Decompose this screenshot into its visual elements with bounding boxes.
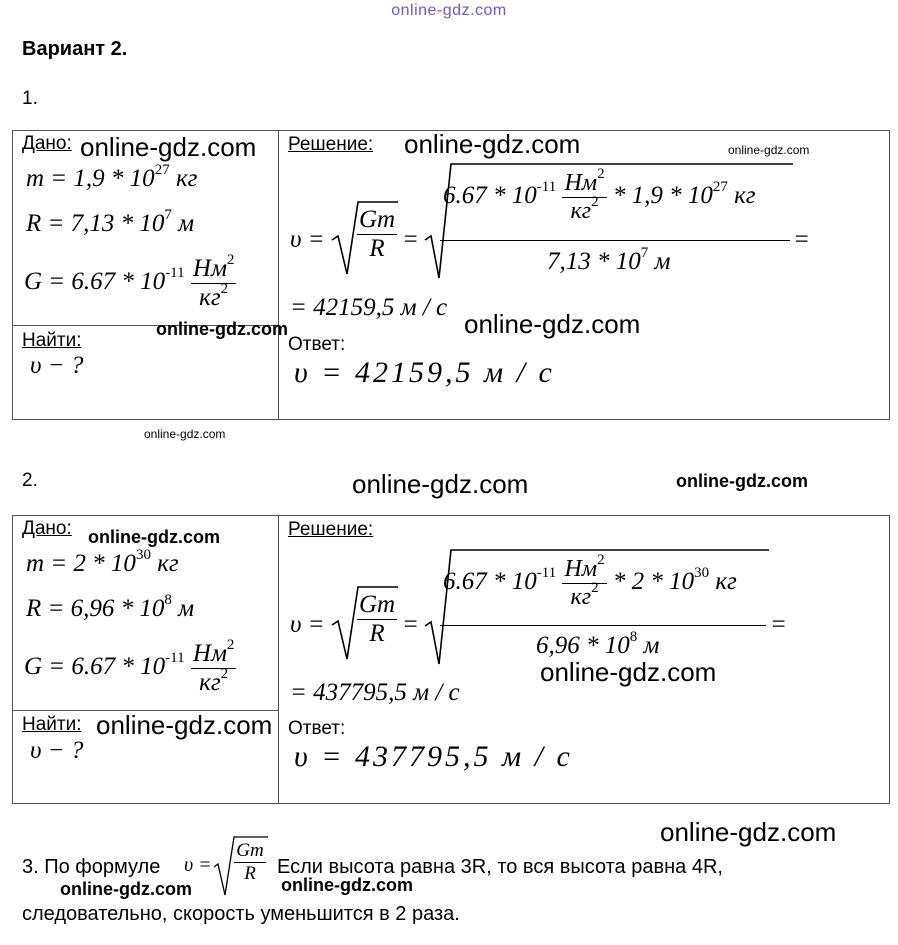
problem2-eq1: = xyxy=(402,611,419,638)
problem1-given-label: Дано: xyxy=(22,133,72,154)
problem2-formula-fraction: $\frac{Gm}{R}$ xyxy=(358,591,396,647)
problem1-sub-fraction-bar xyxy=(440,240,790,241)
watermark: online-gdz.com xyxy=(464,309,641,339)
problem1-number: 1. xyxy=(22,88,38,109)
watermark: online-gdz.com xyxy=(352,469,529,499)
problem1-answer: υ = 42159,5 м / с xyxy=(294,356,555,389)
problem2-given-R: $R = 6,96 * 10^8$ м xyxy=(26,592,195,622)
problem1-given-m: $m = 1,9 * 10^{27}$ кг xyxy=(26,162,198,192)
problem1-result: = 42159,5 м / с xyxy=(290,294,448,321)
watermark-top: online-gdz.com xyxy=(391,2,507,19)
problem2-eq2: = xyxy=(770,611,787,638)
problem1-find-label: Найти: xyxy=(22,330,82,351)
problem2-formula-lhs: υ = xyxy=(290,611,325,638)
watermark: online-gdz.com xyxy=(728,143,810,157)
page-title: Вариант 2. xyxy=(22,38,128,60)
watermark: online-gdz.com xyxy=(96,710,273,740)
problem1-find: υ − ? xyxy=(30,352,84,379)
problem1-answer-label: Ответ: xyxy=(288,334,346,355)
problem1-given-G: $G = 6.67 * 10^{-11}$ $\frac{Нм^2}{кг^2}$ xyxy=(24,252,235,311)
problem3-formula-fraction: $\frac{Gm}{R}$ xyxy=(236,840,264,884)
problem2-sub-fraction-bar xyxy=(440,625,766,626)
problem2-answer-label: Ответ: xyxy=(288,718,346,739)
problem1-formula-fraction: $\frac{Gm}{R}$ xyxy=(358,206,396,262)
problem2-sub-denominator: $6,96 * 10^8$ м xyxy=(536,629,660,659)
watermark: online-gdz.com xyxy=(88,527,220,547)
watermark: online-gdz.com xyxy=(660,817,837,847)
watermark: online-gdz.com xyxy=(80,132,257,162)
problem2-sub-numerator: $6.67 * 10^{-11}$ $\frac{Нм^2}{кг^2}$ * $2 * 10^{30}$ кг xyxy=(443,552,737,610)
problem3-formula-lhs: υ = xyxy=(184,854,212,876)
problem2-solution-label: Решение: xyxy=(288,519,374,540)
watermark: online-gdz.com xyxy=(156,319,288,339)
problem1-solution-label: Решение: xyxy=(288,134,374,155)
problem2-result: = 437795,5 м / с xyxy=(290,679,460,706)
problem1-formula-lhs: υ = xyxy=(290,226,325,253)
problem1-eq2: = xyxy=(793,226,810,253)
problem1-given-R: $R = 7,13 * 10^7$ м xyxy=(26,207,195,237)
problem2-number: 2. xyxy=(22,470,38,491)
problem1-eq1: = xyxy=(402,226,419,253)
problem1-sub-denominator: $7,13 * 10^7$ м xyxy=(547,245,671,275)
problem2-given-G: $G = 6.67 * 10^{-11}$ $\frac{Нм^2}{кг^2}$ xyxy=(24,637,235,696)
problem3-text-line2: следовательно, скорость уменьшится в 2 раза. xyxy=(22,903,460,925)
problem3-text-line1: Если высота равна 3R, то вся высота равна 4R, xyxy=(277,856,723,878)
problem1-sub-numerator: $6.67 * 10^{-11}$ $\frac{Нм^2}{кг^2}$ * $1,9 * 10^{27}$ кг xyxy=(443,166,756,224)
problem2-given-m: $m = 2 * 10^{30}$ кг xyxy=(26,547,179,577)
watermark: online-gdz.com xyxy=(281,875,413,895)
watermark: online-gdz.com xyxy=(404,129,581,159)
watermark: online-gdz.com xyxy=(676,471,808,491)
problem2-divider xyxy=(278,515,279,803)
problem2-given-label: Дано: xyxy=(22,518,72,539)
problem2-find: υ − ? xyxy=(30,737,84,764)
problem3-prefix: 3. По формуле xyxy=(22,856,161,878)
problem2-answer: υ = 437795,5 м / с xyxy=(294,740,573,773)
watermark: online-gdz.com xyxy=(60,879,192,899)
watermark: online-gdz.com xyxy=(540,657,717,687)
problem1-divider xyxy=(278,130,279,419)
problem2-find-label: Найти: xyxy=(22,714,82,735)
watermark: online-gdz.com xyxy=(144,427,226,441)
